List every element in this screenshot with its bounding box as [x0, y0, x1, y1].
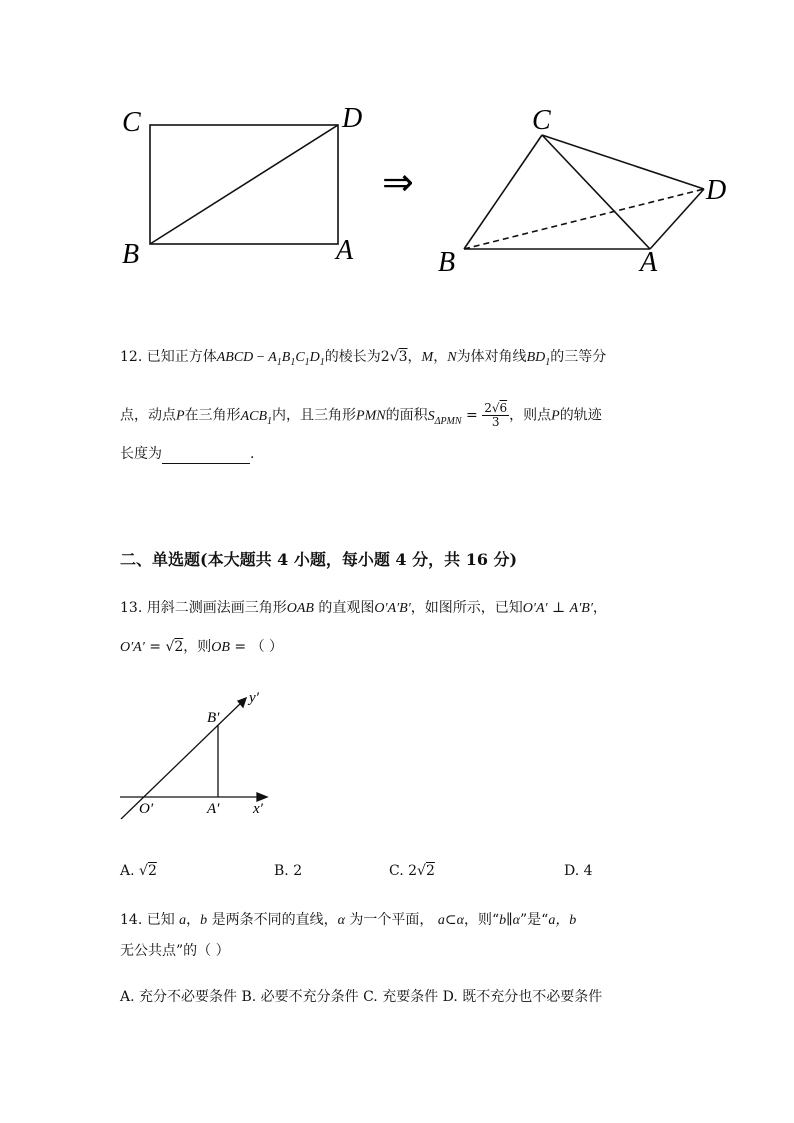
- point-m: M: [421, 350, 434, 365]
- label-d-left: D: [342, 103, 363, 134]
- q13-line2: O′A′ = √2，则OB = （ ）: [120, 639, 284, 655]
- label-y-axis: y′: [249, 690, 259, 706]
- cube-abcd: ABCD − $A_1B_1C_1D_1$: [216, 350, 325, 368]
- implies-arrow: ⇒: [382, 160, 414, 204]
- sqrt2: √2: [165, 639, 184, 655]
- q12-line2: 点，动点P在三角形$ACB_1$内，且三角形PMN的面积$S_{\Delta PMN}$ = $\frac{2√6}{3}$ ，则点P的轨迹: [120, 401, 602, 429]
- tetrahedron: [464, 135, 704, 249]
- q12-text: 的棱长为: [324, 349, 381, 365]
- segment-ob: OB: [211, 640, 230, 655]
- triangle-oab-prime: O′A′B′: [374, 601, 411, 616]
- label-o-prime: O′: [139, 801, 154, 817]
- q14-number: 14.: [120, 912, 143, 928]
- label-c-right: C: [532, 105, 551, 136]
- q12-line1: 12. 已知正方体ABCD − $A_1B_1C_1D_1$的棱长为2√3，M，N为体对角线$BD_1$的三等分: [120, 349, 607, 368]
- q13-line1: 13. 用斜二测画法画三角形OAB 的直观图O′A′B′，如图所示，已知O′A′ ⊥ A′B′，: [120, 600, 607, 616]
- answer-blank[interactable]: [162, 449, 250, 464]
- q14-options[interactable]: A. 充分不必要条件 B. 必要不充分条件 C. 充要条件 D. 既不充分也不必要条件: [120, 989, 603, 1005]
- q13-number: 13.: [120, 600, 143, 616]
- triangle-oab: OAB: [286, 601, 314, 616]
- q14-line2: 无公共点”的（ ）: [120, 943, 230, 959]
- section-title: 二、单选题(本大题共 4 小题，每小题 4 分，共 16 分): [120, 550, 518, 569]
- label-b-left: B: [122, 239, 140, 270]
- q14-line1: 14. 已知 a，b 是两条不同的直线，α 为一个平面， a⊂α，则“b∥α”是“a，b: [120, 912, 577, 928]
- area-fraction: $\frac{2√6}{3}$: [484, 401, 508, 429]
- q12-line3: 长度为 .: [120, 446, 255, 462]
- rectangle-abcd: [150, 125, 338, 244]
- fold-figure: [110, 95, 750, 285]
- edge-length: 2√3: [380, 349, 408, 365]
- point-n: N: [447, 350, 457, 365]
- label-d-right: D: [706, 175, 727, 206]
- point-p: P: [176, 408, 185, 424]
- label-c-left: C: [122, 107, 141, 138]
- q13-option-d[interactable]: D. 4: [564, 863, 593, 879]
- label-b-right: B: [438, 247, 456, 278]
- label-a-right: A: [640, 247, 658, 278]
- q12-number: 12.: [120, 349, 143, 365]
- triangle-acb1: $ACB_1$: [240, 408, 273, 427]
- label-b-prime: B′: [207, 710, 220, 726]
- oblique-figure: [115, 685, 285, 825]
- label-x-axis: x′: [253, 801, 263, 817]
- label-a-prime: A′: [207, 801, 220, 817]
- label-a-left: A: [336, 235, 354, 266]
- triangle-pmn: PMN: [356, 408, 386, 424]
- diag-bd1: $BD_1$: [526, 350, 551, 368]
- area-s: $S_{\Delta PMN}$: [427, 408, 462, 427]
- q13-option-c[interactable]: C. 2√2: [389, 863, 435, 879]
- q12-text: 已知正方体: [146, 349, 217, 365]
- q13-option-a[interactable]: A. √2: [120, 863, 157, 879]
- q13-option-b[interactable]: B. 2: [274, 863, 303, 879]
